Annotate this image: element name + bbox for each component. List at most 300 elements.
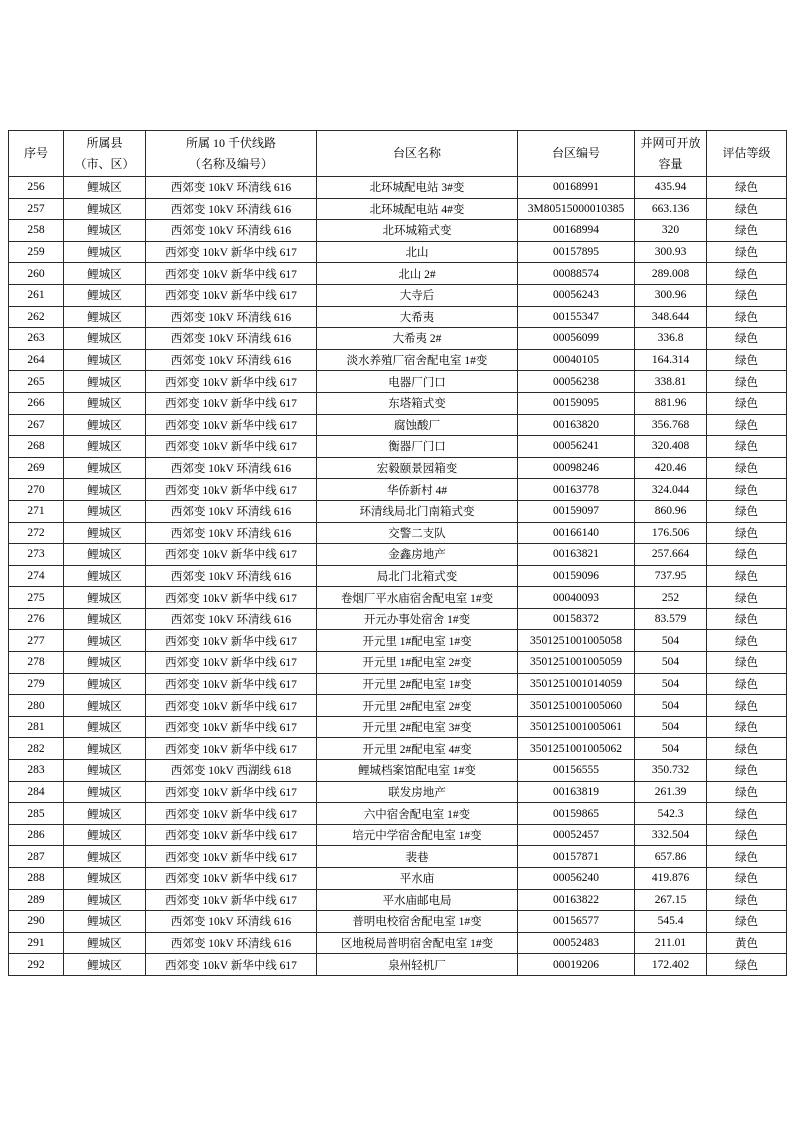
cell-station: 北环城箱式变	[317, 220, 518, 242]
table-row	[9, 868, 787, 890]
cell-seq: 257	[9, 198, 64, 220]
cell-county: 鲤城区	[64, 911, 146, 933]
cell-capacity: 211.01	[635, 932, 707, 954]
cell-station: 联发房地产	[317, 781, 518, 803]
cell-station_id: 3501251001014059	[518, 673, 635, 695]
cell-grade: 绿色	[707, 630, 787, 652]
table-row	[9, 371, 787, 393]
cell-station_id: 00156555	[518, 760, 635, 782]
cell-capacity: 338.81	[635, 371, 707, 393]
cell-capacity: 257.664	[635, 544, 707, 566]
table-row	[9, 781, 787, 803]
table-row	[9, 954, 787, 976]
cell-capacity: 504	[635, 695, 707, 717]
cell-station: 北山	[317, 241, 518, 263]
cell-capacity: 300.96	[635, 284, 707, 306]
cell-county: 鲤城区	[64, 220, 146, 242]
cell-county: 鲤城区	[64, 673, 146, 695]
cell-county: 鲤城区	[64, 371, 146, 393]
table-row	[9, 349, 787, 371]
cell-county: 鲤城区	[64, 608, 146, 630]
cell-line: 西郊变 10kV 新华中线 617	[146, 824, 317, 846]
cell-station_id: 00163819	[518, 781, 635, 803]
cell-line: 西郊变 10kV 新华中线 617	[146, 954, 317, 976]
cell-seq: 286	[9, 824, 64, 846]
cell-capacity: 542.3	[635, 803, 707, 825]
cell-station_id: 00166140	[518, 522, 635, 544]
column-header-seq: 序号	[9, 131, 64, 177]
table-row	[9, 673, 787, 695]
cell-grade: 绿色	[707, 673, 787, 695]
cell-capacity: 176.506	[635, 522, 707, 544]
cell-station: 北环城配电站 3#变	[317, 177, 518, 199]
cell-grade: 绿色	[707, 544, 787, 566]
cell-seq: 283	[9, 760, 64, 782]
cell-station_id: 00163820	[518, 414, 635, 436]
cell-seq: 264	[9, 349, 64, 371]
table-row	[9, 220, 787, 242]
cell-station: 鲤城档案馆配电室 1#变	[317, 760, 518, 782]
cell-county: 鲤城区	[64, 932, 146, 954]
cell-county: 鲤城区	[64, 436, 146, 458]
cell-seq: 270	[9, 479, 64, 501]
cell-grade: 绿色	[707, 846, 787, 868]
cell-grade: 绿色	[707, 371, 787, 393]
table-row	[9, 846, 787, 868]
cell-station: 电器厂门口	[317, 371, 518, 393]
cell-line: 西郊变 10kV 新华中线 617	[146, 652, 317, 674]
cell-line: 西郊变 10kV 环清线 616	[146, 911, 317, 933]
cell-capacity: 420.46	[635, 457, 707, 479]
table-row	[9, 306, 787, 328]
cell-grade: 绿色	[707, 695, 787, 717]
cell-seq: 284	[9, 781, 64, 803]
cell-station: 开元里 1#配电室 2#变	[317, 652, 518, 674]
cell-station: 淡水养殖厂宿舍配电室 1#变	[317, 349, 518, 371]
cell-seq: 271	[9, 500, 64, 522]
cell-station_id: 3M80515000010385	[518, 198, 635, 220]
cell-county: 鲤城区	[64, 306, 146, 328]
table-row	[9, 738, 787, 760]
cell-county: 鲤城区	[64, 479, 146, 501]
column-header-line: 所属 10 千伏线路 （名称及编号）	[146, 131, 317, 177]
cell-county: 鲤城区	[64, 738, 146, 760]
cell-county: 鲤城区	[64, 500, 146, 522]
cell-station: 宏毅颐景园箱变	[317, 457, 518, 479]
cell-seq: 266	[9, 392, 64, 414]
cell-capacity: 348.644	[635, 306, 707, 328]
cell-grade: 绿色	[707, 328, 787, 350]
cell-grade: 绿色	[707, 479, 787, 501]
cell-county: 鲤城区	[64, 177, 146, 199]
cell-station_id: 00168991	[518, 177, 635, 199]
cell-capacity: 300.93	[635, 241, 707, 263]
cell-station: 交警二支队	[317, 522, 518, 544]
cell-capacity: 332.504	[635, 824, 707, 846]
cell-line: 西郊变 10kV 环清线 616	[146, 220, 317, 242]
cell-station_id: 3501251001005060	[518, 695, 635, 717]
cell-capacity: 356.768	[635, 414, 707, 436]
cell-grade: 绿色	[707, 177, 787, 199]
cell-station_id: 00159096	[518, 565, 635, 587]
cell-line: 西郊变 10kV 环清线 616	[146, 608, 317, 630]
table-header	[9, 131, 787, 177]
cell-station_id: 00163821	[518, 544, 635, 566]
table-row	[9, 695, 787, 717]
cell-grade: 绿色	[707, 587, 787, 609]
cell-station: 平水庙邮电局	[317, 889, 518, 911]
cell-capacity: 881.96	[635, 392, 707, 414]
cell-station_id: 3501251001005062	[518, 738, 635, 760]
cell-capacity: 164.314	[635, 349, 707, 371]
column-header-station: 台区名称	[317, 131, 518, 177]
table-row	[9, 263, 787, 285]
cell-line: 西郊变 10kV 新华中线 617	[146, 371, 317, 393]
cell-line: 西郊变 10kV 新华中线 617	[146, 263, 317, 285]
cell-seq: 273	[9, 544, 64, 566]
table-row	[9, 630, 787, 652]
cell-county: 鲤城区	[64, 414, 146, 436]
cell-grade: 绿色	[707, 738, 787, 760]
cell-station: 环清线局北门南箱式变	[317, 500, 518, 522]
cell-line: 西郊变 10kV 新华中线 617	[146, 587, 317, 609]
cell-grade: 绿色	[707, 392, 787, 414]
cell-station: 区地税局普明宿舍配电室 1#变	[317, 932, 518, 954]
cell-grade: 黄色	[707, 932, 787, 954]
cell-capacity: 252	[635, 587, 707, 609]
table-row	[9, 328, 787, 350]
cell-capacity: 172.402	[635, 954, 707, 976]
cell-grade: 绿色	[707, 414, 787, 436]
cell-grade: 绿色	[707, 803, 787, 825]
cell-line: 西郊变 10kV 新华中线 617	[146, 695, 317, 717]
cell-county: 鲤城区	[64, 954, 146, 976]
cell-station_id: 00159865	[518, 803, 635, 825]
cell-station_id: 3501251001005059	[518, 652, 635, 674]
table-row	[9, 716, 787, 738]
cell-station_id: 00159097	[518, 500, 635, 522]
cell-seq: 256	[9, 177, 64, 199]
cell-line: 西郊变 10kV 环清线 616	[146, 500, 317, 522]
cell-line: 西郊变 10kV 环清线 616	[146, 932, 317, 954]
cell-station_id: 00163822	[518, 889, 635, 911]
cell-station_id: 00157871	[518, 846, 635, 868]
cell-capacity: 419.876	[635, 868, 707, 890]
cell-station_id: 00056241	[518, 436, 635, 458]
cell-capacity: 435.94	[635, 177, 707, 199]
cell-grade: 绿色	[707, 284, 787, 306]
cell-capacity: 504	[635, 673, 707, 695]
cell-seq: 287	[9, 846, 64, 868]
cell-seq: 290	[9, 911, 64, 933]
table-row	[9, 198, 787, 220]
cell-line: 西郊变 10kV 新华中线 617	[146, 781, 317, 803]
cell-grade: 绿色	[707, 263, 787, 285]
cell-county: 鲤城区	[64, 630, 146, 652]
cell-county: 鲤城区	[64, 760, 146, 782]
cell-station_id: 00052483	[518, 932, 635, 954]
cell-station_id: 00040105	[518, 349, 635, 371]
cell-station_id: 3501251001005058	[518, 630, 635, 652]
cell-seq: 276	[9, 608, 64, 630]
table-row	[9, 760, 787, 782]
cell-line: 西郊变 10kV 新华中线 617	[146, 436, 317, 458]
cell-grade: 绿色	[707, 868, 787, 890]
cell-grade: 绿色	[707, 781, 787, 803]
cell-county: 鲤城区	[64, 716, 146, 738]
table-row	[9, 587, 787, 609]
cell-line: 西郊变 10kV 新华中线 617	[146, 889, 317, 911]
cell-seq: 268	[9, 436, 64, 458]
cell-capacity: 504	[635, 716, 707, 738]
cell-station: 大寺后	[317, 284, 518, 306]
cell-grade: 绿色	[707, 954, 787, 976]
table-row	[9, 608, 787, 630]
cell-county: 鲤城区	[64, 544, 146, 566]
cell-station: 东塔箱式变	[317, 392, 518, 414]
cell-station_id: 00159095	[518, 392, 635, 414]
cell-county: 鲤城区	[64, 198, 146, 220]
cell-capacity: 657.86	[635, 846, 707, 868]
cell-station: 培元中学宿舍配电室 1#变	[317, 824, 518, 846]
cell-seq: 274	[9, 565, 64, 587]
cell-seq: 282	[9, 738, 64, 760]
table-row	[9, 500, 787, 522]
column-header-capacity: 并网可开放 容量	[635, 131, 707, 177]
cell-line: 西郊变 10kV 环清线 616	[146, 349, 317, 371]
cell-station_id: 3501251001005061	[518, 716, 635, 738]
cell-station_id: 00056099	[518, 328, 635, 350]
cell-capacity: 350.732	[635, 760, 707, 782]
cell-station_id: 00056238	[518, 371, 635, 393]
cell-county: 鲤城区	[64, 263, 146, 285]
cell-seq: 263	[9, 328, 64, 350]
cell-station: 开元里 2#配电室 1#变	[317, 673, 518, 695]
cell-station: 大希夷 2#	[317, 328, 518, 350]
cell-station: 华侨新村 4#	[317, 479, 518, 501]
column-header-grade: 评估等级	[707, 131, 787, 177]
cell-station: 局北门北箱式变	[317, 565, 518, 587]
cell-seq: 288	[9, 868, 64, 890]
table-row	[9, 457, 787, 479]
cell-line: 西郊变 10kV 新华中线 617	[146, 241, 317, 263]
cell-county: 鲤城区	[64, 284, 146, 306]
table-row	[9, 392, 787, 414]
cell-station_id: 00163778	[518, 479, 635, 501]
cell-grade: 绿色	[707, 911, 787, 933]
cell-seq: 289	[9, 889, 64, 911]
table-body	[9, 177, 787, 976]
column-header-station_id: 台区编号	[518, 131, 635, 177]
cell-seq: 260	[9, 263, 64, 285]
cell-capacity: 320.408	[635, 436, 707, 458]
cell-county: 鲤城区	[64, 846, 146, 868]
cell-county: 鲤城区	[64, 241, 146, 263]
cell-seq: 267	[9, 414, 64, 436]
table-row	[9, 284, 787, 306]
column-header-county: 所属县 （市、区）	[64, 131, 146, 177]
cell-county: 鲤城区	[64, 889, 146, 911]
cell-grade: 绿色	[707, 716, 787, 738]
cell-grade: 绿色	[707, 457, 787, 479]
cell-line: 西郊变 10kV 环清线 616	[146, 457, 317, 479]
cell-capacity: 545.4	[635, 911, 707, 933]
cell-capacity: 504	[635, 738, 707, 760]
cell-county: 鲤城区	[64, 522, 146, 544]
cell-seq: 275	[9, 587, 64, 609]
cell-capacity: 737.95	[635, 565, 707, 587]
cell-seq: 292	[9, 954, 64, 976]
cell-station: 平水庙	[317, 868, 518, 890]
cell-station: 普明电校宿舍配电室 1#变	[317, 911, 518, 933]
cell-capacity: 83.579	[635, 608, 707, 630]
cell-grade: 绿色	[707, 652, 787, 674]
cell-capacity: 261.39	[635, 781, 707, 803]
cell-line: 西郊变 10kV 新华中线 617	[146, 738, 317, 760]
cell-seq: 280	[9, 695, 64, 717]
cell-line: 西郊变 10kV 环清线 616	[146, 198, 317, 220]
cell-station_id: 00056240	[518, 868, 635, 890]
header-row	[9, 131, 787, 177]
cell-line: 西郊变 10kV 新华中线 617	[146, 479, 317, 501]
cell-seq: 277	[9, 630, 64, 652]
cell-line: 西郊变 10kV 环清线 616	[146, 306, 317, 328]
cell-station: 裴巷	[317, 846, 518, 868]
cell-station: 开元里 2#配电室 4#变	[317, 738, 518, 760]
cell-seq: 262	[9, 306, 64, 328]
cell-county: 鲤城区	[64, 695, 146, 717]
cell-grade: 绿色	[707, 349, 787, 371]
cell-seq: 265	[9, 371, 64, 393]
cell-station_id: 00168994	[518, 220, 635, 242]
cell-line: 西郊变 10kV 新华中线 617	[146, 284, 317, 306]
cell-line: 西郊变 10kV 新华中线 617	[146, 414, 317, 436]
cell-seq: 291	[9, 932, 64, 954]
cell-station_id: 00098246	[518, 457, 635, 479]
cell-station: 六中宿舍配电室 1#变	[317, 803, 518, 825]
cell-station: 开元里 2#配电室 2#变	[317, 695, 518, 717]
cell-county: 鲤城区	[64, 565, 146, 587]
table-row	[9, 436, 787, 458]
cell-station: 开元里 2#配电室 3#变	[317, 716, 518, 738]
cell-station_id: 00158372	[518, 608, 635, 630]
cell-capacity: 267.15	[635, 889, 707, 911]
table-row	[9, 824, 787, 846]
cell-line: 西郊变 10kV 新华中线 617	[146, 544, 317, 566]
cell-county: 鲤城区	[64, 781, 146, 803]
cell-grade: 绿色	[707, 565, 787, 587]
cell-county: 鲤城区	[64, 392, 146, 414]
cell-county: 鲤城区	[64, 824, 146, 846]
cell-capacity: 504	[635, 630, 707, 652]
cell-station: 衡器厂门口	[317, 436, 518, 458]
cell-capacity: 663.136	[635, 198, 707, 220]
table-row	[9, 652, 787, 674]
cell-county: 鲤城区	[64, 587, 146, 609]
cell-station_id: 00056243	[518, 284, 635, 306]
cell-capacity: 324.044	[635, 479, 707, 501]
cell-capacity: 289.008	[635, 263, 707, 285]
cell-capacity: 320	[635, 220, 707, 242]
cell-station_id: 00040093	[518, 587, 635, 609]
cell-station_id: 00019206	[518, 954, 635, 976]
cell-line: 西郊变 10kV 环清线 616	[146, 177, 317, 199]
cell-grade: 绿色	[707, 220, 787, 242]
cell-grade: 绿色	[707, 889, 787, 911]
cell-county: 鲤城区	[64, 868, 146, 890]
cell-seq: 279	[9, 673, 64, 695]
cell-grade: 绿色	[707, 241, 787, 263]
cell-line: 西郊变 10kV 新华中线 617	[146, 868, 317, 890]
cell-station: 开元里 1#配电室 1#变	[317, 630, 518, 652]
cell-station: 金鑫房地产	[317, 544, 518, 566]
table-row	[9, 241, 787, 263]
cell-station: 泉州轻机厂	[317, 954, 518, 976]
table-row	[9, 522, 787, 544]
table-row	[9, 177, 787, 199]
cell-grade: 绿色	[707, 436, 787, 458]
cell-station: 卷烟厂平水庙宿舍配电室 1#变	[317, 587, 518, 609]
table-row	[9, 803, 787, 825]
cell-station: 大希夷	[317, 306, 518, 328]
cell-station_id: 00052457	[518, 824, 635, 846]
cell-county: 鲤城区	[64, 652, 146, 674]
cell-grade: 绿色	[707, 306, 787, 328]
cell-station: 北环城配电站 4#变	[317, 198, 518, 220]
cell-grade: 绿色	[707, 198, 787, 220]
cell-line: 西郊变 10kV 环清线 616	[146, 522, 317, 544]
cell-capacity: 860.96	[635, 500, 707, 522]
cell-seq: 285	[9, 803, 64, 825]
cell-station_id: 00088574	[518, 263, 635, 285]
cell-line: 西郊变 10kV 新华中线 617	[146, 846, 317, 868]
cell-grade: 绿色	[707, 500, 787, 522]
cell-seq: 259	[9, 241, 64, 263]
cell-station_id: 00155347	[518, 306, 635, 328]
cell-seq: 281	[9, 716, 64, 738]
cell-county: 鲤城区	[64, 349, 146, 371]
table-row	[9, 544, 787, 566]
cell-grade: 绿色	[707, 522, 787, 544]
cell-line: 西郊变 10kV 新华中线 617	[146, 803, 317, 825]
cell-line: 西郊变 10kV 环清线 616	[146, 565, 317, 587]
table-row	[9, 565, 787, 587]
cell-county: 鲤城区	[64, 803, 146, 825]
cell-line: 西郊变 10kV 西湖线 618	[146, 760, 317, 782]
cell-station: 开元办事处宿舍 1#变	[317, 608, 518, 630]
table-row	[9, 479, 787, 501]
table-row	[9, 889, 787, 911]
cell-line: 西郊变 10kV 新华中线 617	[146, 392, 317, 414]
table-row	[9, 932, 787, 954]
cell-line: 西郊变 10kV 新华中线 617	[146, 630, 317, 652]
table-row	[9, 414, 787, 436]
cell-grade: 绿色	[707, 608, 787, 630]
cell-seq: 272	[9, 522, 64, 544]
cell-seq: 261	[9, 284, 64, 306]
cell-station_id: 00156577	[518, 911, 635, 933]
cell-station: 腐蚀酸厂	[317, 414, 518, 436]
cell-line: 西郊变 10kV 环清线 616	[146, 328, 317, 350]
cell-seq: 278	[9, 652, 64, 674]
cell-station_id: 00157895	[518, 241, 635, 263]
cell-grade: 绿色	[707, 824, 787, 846]
cell-seq: 269	[9, 457, 64, 479]
cell-capacity: 336.8	[635, 328, 707, 350]
capacity-table	[8, 130, 787, 976]
cell-line: 西郊变 10kV 新华中线 617	[146, 673, 317, 695]
cell-county: 鲤城区	[64, 457, 146, 479]
